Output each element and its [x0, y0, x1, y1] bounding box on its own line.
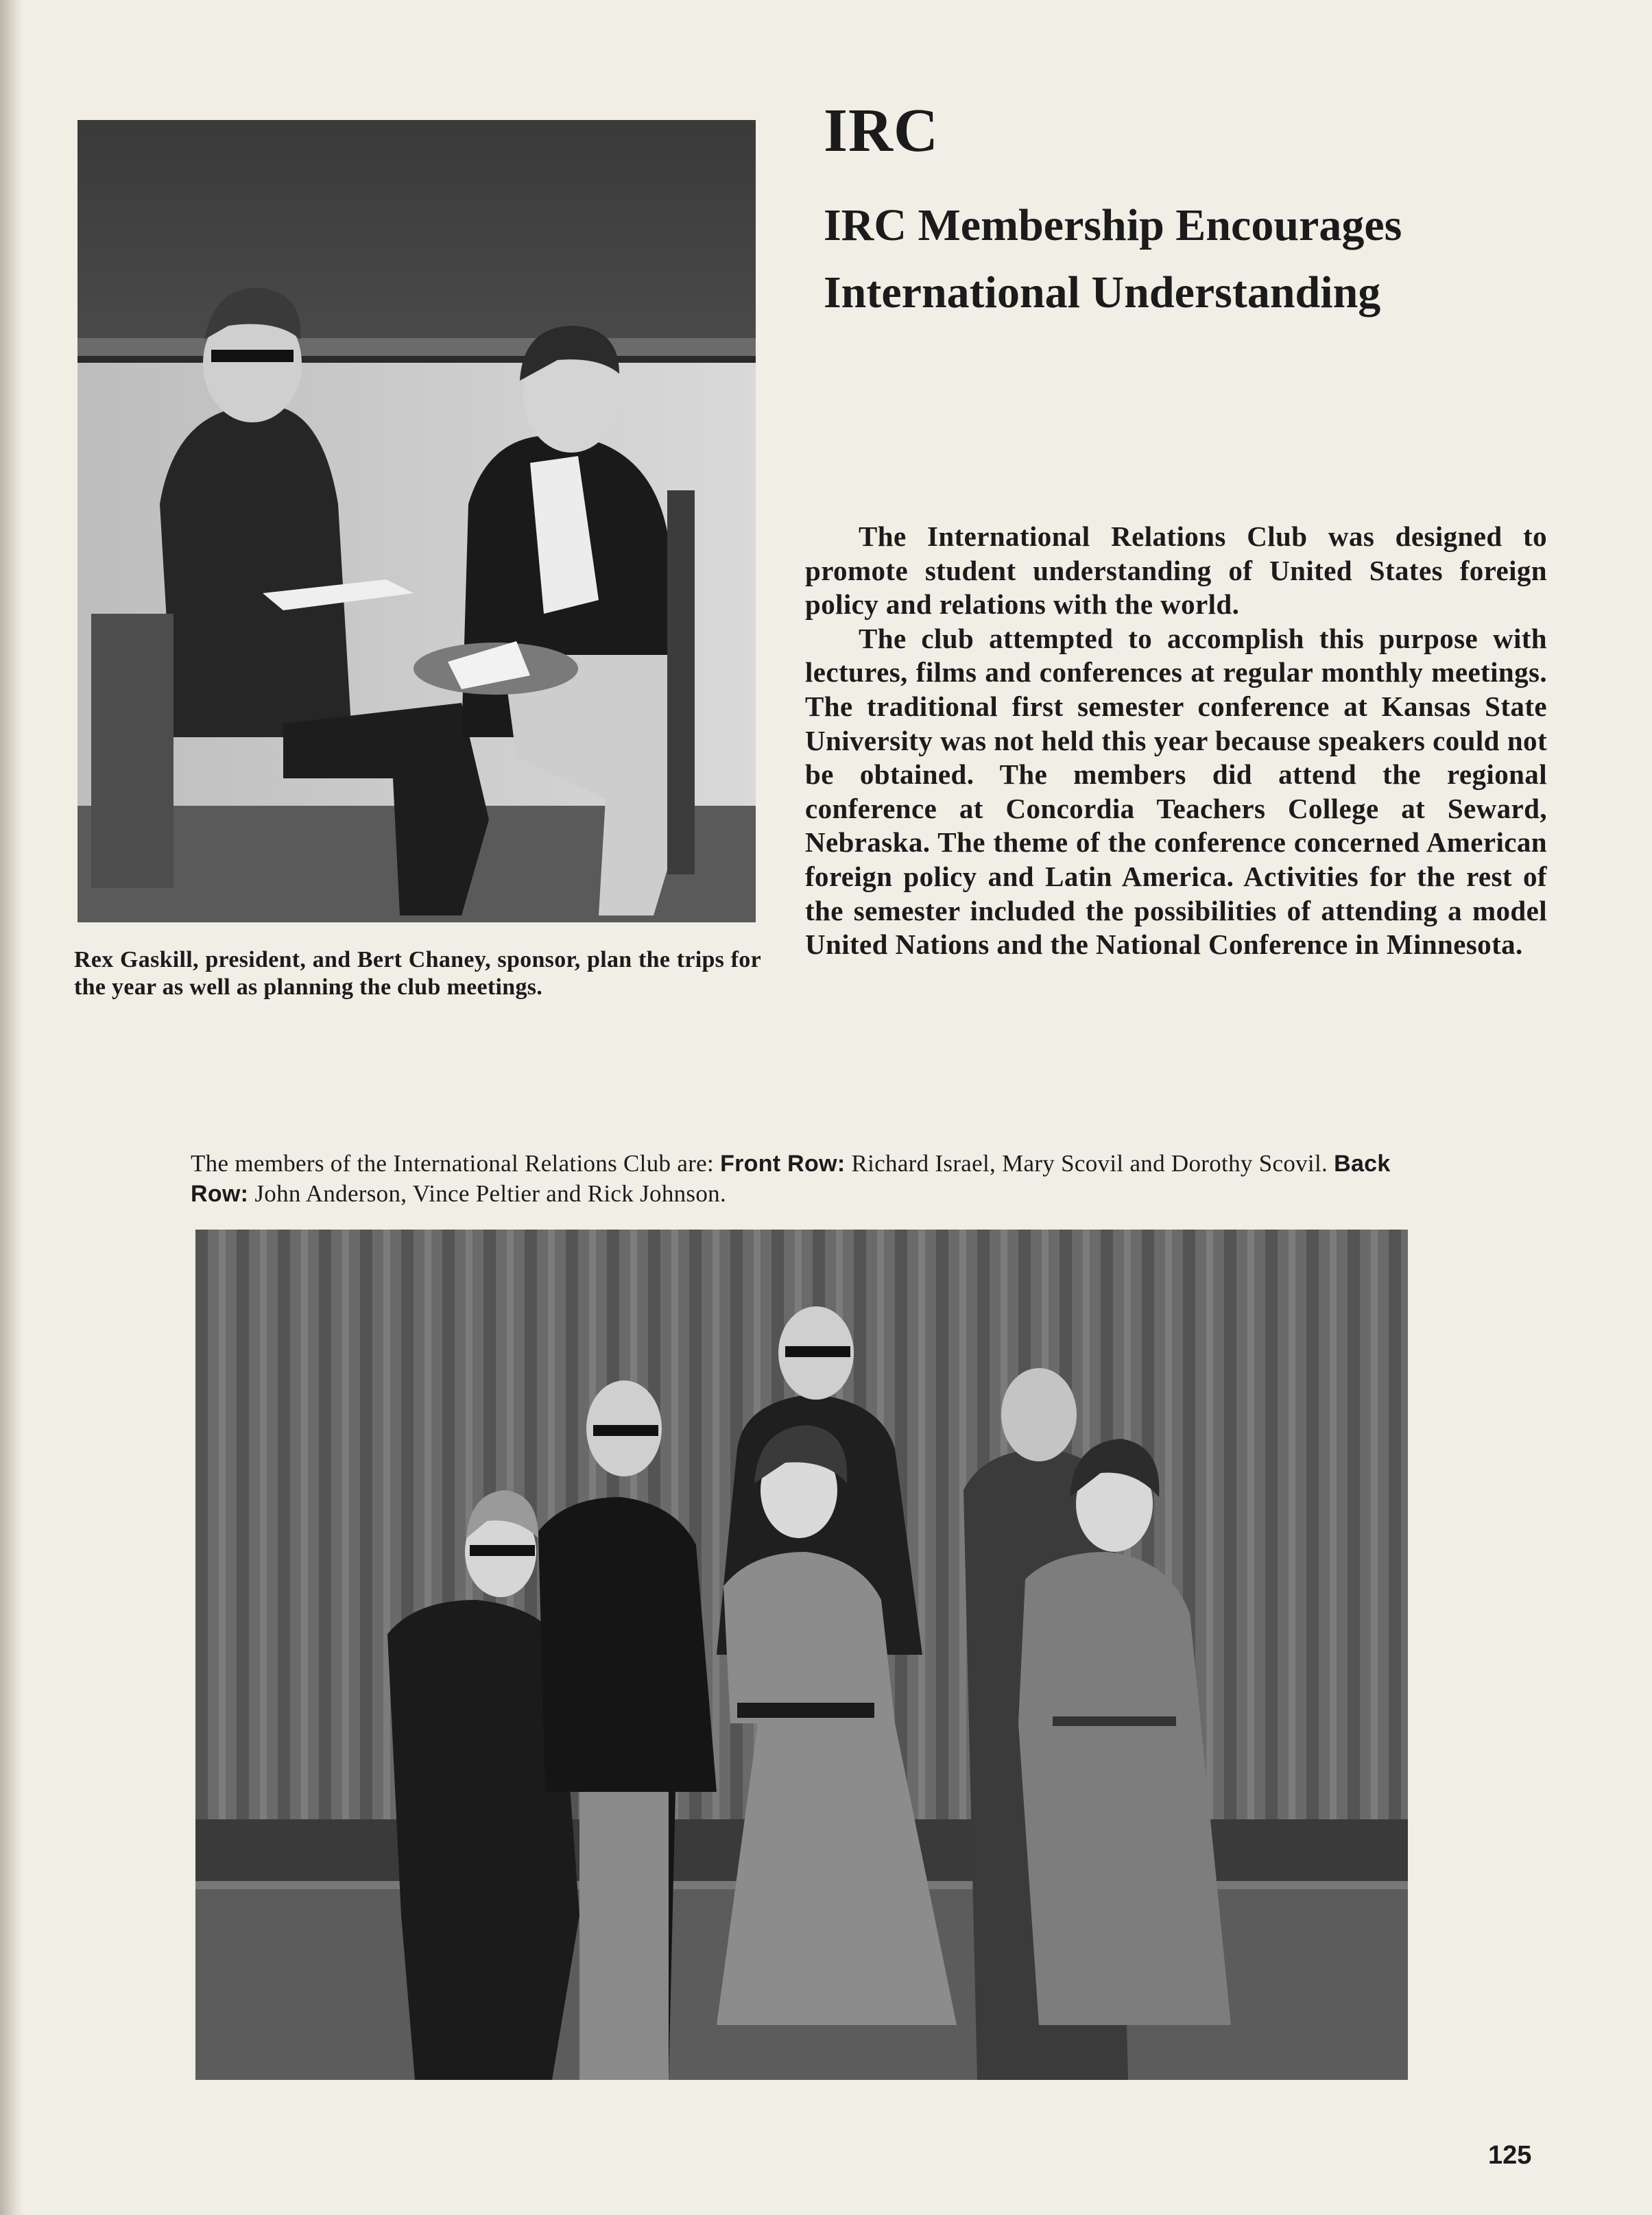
subtitle-line-2: International Understanding	[824, 267, 1381, 318]
subtitle-line-1: IRC Membership Encourages	[824, 200, 1402, 250]
page-subtitle	[824, 192, 1509, 326]
page-binding-shadow	[0, 0, 23, 2215]
back-row-names: John Anderson, Vince Peltier and Rick Johnson.	[248, 1180, 726, 1207]
group-photo-caption	[191, 1149, 1439, 1209]
article-body	[805, 520, 1547, 962]
officers-photo-caption: Rex Gaskill, president, and Bert Chaney, sponsor, plan the trips for the year as well as planning the club meetings.	[74, 947, 761, 1000]
front-row-names: Richard Israel, Mary Scovil and Dorothy Scovil.	[845, 1150, 1334, 1177]
club-officers-photo-image	[77, 120, 756, 922]
club-members-group-photo-image	[195, 1230, 1408, 2080]
caption-intro: The members of the International Relations Club are:	[191, 1150, 721, 1177]
front-row-label: Front Row:	[720, 1151, 846, 1177]
article-paragraph-1: The International Relations Club was designed to promote student understanding of United States foreign policy and relations with the world.	[805, 520, 1547, 621]
page-number: 125	[1488, 2141, 1532, 2170]
club-members-group-photo	[195, 1230, 1408, 2080]
club-officers-photo	[77, 120, 756, 922]
page-title: IRC	[824, 97, 939, 165]
article-paragraph-2: The club attempted to accomplish this purpose with lectures, films and conferences at regular monthly meetings. The traditional first semester conference at Kansas State University was not held this year because speakers could not be obtained. The members did attend the regional conference at Concordia Teachers College at Seward, Nebraska. The theme of the conference concerned American foreign policy and Latin America. Activities for the rest of the semester included the possibilities of attending a model United Nations and the National Conference in Minnesota.	[805, 622, 1547, 961]
back-row-label: Back Row:	[191, 1151, 1391, 1207]
